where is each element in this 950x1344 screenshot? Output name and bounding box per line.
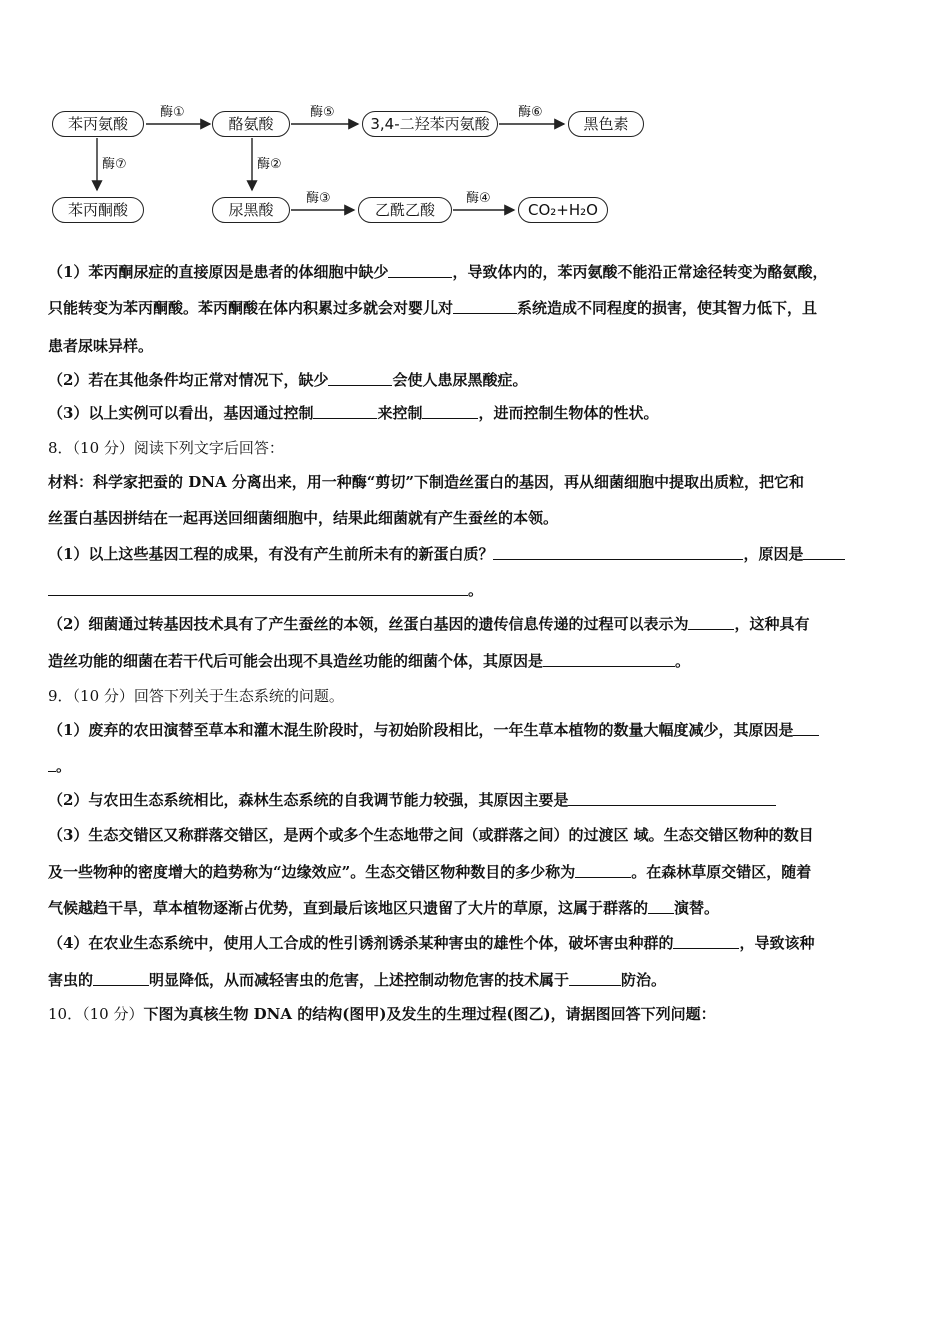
answer-blank[interactable] bbox=[48, 757, 56, 772]
answer-blank[interactable] bbox=[803, 545, 845, 560]
q8-part1-line2: 。 bbox=[48, 580, 483, 600]
node-phenylalanine: 苯丙氨酸 bbox=[52, 111, 144, 137]
answer-blank[interactable] bbox=[493, 545, 743, 560]
answer-blank[interactable] bbox=[568, 791, 776, 806]
q8-material-line1: 材料：科学家把蚕的 DNA 分离出来，用一种酶“剪切”下制造丝蛋白的基因，再从细菌细胞中提取出质粒，把它和 bbox=[48, 473, 805, 491]
q9-part3-line3: 气候越趋干旱，草本植物逐渐占优势，直到最后该地区只遗留了大片的草原，这属于群落的 演替。 bbox=[48, 899, 720, 917]
q9-part4-line2: 害虫的 明显降低，从而减轻害虫的危害，上述控制动物危害的技术属于 防治。 bbox=[48, 971, 667, 989]
node-co2-h2o: CO₂+H₂O bbox=[518, 197, 608, 223]
q8-part2-line1: （2）细菌通过转基因技术具有了产生蚕丝的本领，丝蛋白基因的遗传信息传递的过程可以表示为 ，这种具有 bbox=[48, 615, 810, 633]
answer-blank[interactable] bbox=[453, 299, 517, 314]
answer-blank[interactable] bbox=[648, 899, 674, 914]
node-tyrosine: 酪氨酸 bbox=[212, 111, 290, 137]
answer-blank[interactable] bbox=[793, 721, 819, 736]
q9-heading: 9．（10 分）回答下列关于生态系统的问题。 bbox=[48, 687, 344, 705]
enzyme-label-5: 酶⑤ bbox=[310, 105, 335, 120]
answer-blank[interactable] bbox=[313, 404, 377, 419]
q9-part3-line2: 及一些物种的密度增大的趋势称为“边缘效应”。生态交错区物种数目的多少称为 。在森林草原交错区，随着 bbox=[48, 863, 812, 881]
answer-blank[interactable] bbox=[543, 652, 675, 667]
answer-blank[interactable] bbox=[422, 404, 478, 419]
q7-part2: （2）若在其他条件均正常对情况下，缺少 会使人患尿黑酸症。 bbox=[48, 371, 528, 389]
metabolic-pathway-diagram bbox=[48, 100, 668, 230]
enzyme-label-6: 酶⑥ bbox=[518, 105, 543, 120]
node-homogentisic-acid: 尿黑酸 bbox=[212, 197, 290, 223]
answer-blank[interactable] bbox=[388, 263, 452, 278]
q8-part1-line1: （1）以上这些基因工程的成果，有没有产生前所未有的新蛋白质？ ，原因是 bbox=[48, 544, 845, 564]
enzyme-label-2: 酶② bbox=[257, 157, 282, 172]
q8-heading: 8．（10 分）阅读下列文字后回答： bbox=[48, 439, 284, 457]
q9-part1-line1: （1）废弃的农田演替至草本和灌木混生阶段时，与初始阶段相比，一年生草本植物的数量大幅度减少，其原因是 bbox=[48, 720, 819, 740]
q7-part1-line2: 只能转变为苯丙酮酸。苯丙酮酸在体内积累过多就会对婴儿对 系统造成不同程度的损害，使其智力低下，且 bbox=[48, 299, 818, 317]
question-number: 10．（10 分） bbox=[48, 1005, 144, 1023]
answer-blank[interactable] bbox=[569, 971, 621, 986]
q9-part4-line1: （4）在农业生态系统中，使用人工合成的性引诱剂诱杀某种害虫的雄性个体，破坏害虫种群的 ，导致该种 bbox=[48, 934, 815, 952]
q9-part3-line1: （3）生态交错区又称群落交错区，是两个或多个生态地带之间（或群落之间）的过渡区 域。生态交错区物种的数目 bbox=[48, 826, 814, 844]
node-phenylpyruvic-acid: 苯丙酮酸 bbox=[52, 197, 144, 223]
enzyme-label-3: 酶③ bbox=[306, 191, 331, 206]
node-melanin: 黑色素 bbox=[568, 111, 644, 137]
q8-part2-line2: 造丝功能的细菌在若干代后可能会出现不具造丝功能的细菌个体，其原因是 。 bbox=[48, 652, 691, 670]
answer-blank[interactable] bbox=[328, 371, 392, 386]
enzyme-label-1: 酶① bbox=[160, 105, 185, 120]
question-number: 9．（10 分） bbox=[48, 687, 134, 705]
node-dopa: 3,4-二羟苯丙氨酸 bbox=[362, 111, 498, 137]
question-number: 8．（10 分） bbox=[48, 439, 134, 457]
q7-part1-line1: （1）苯丙酮尿症的直接原因是患者的体细胞中缺少 ，导致体内的，苯丙氨酸不能沿正常途径转变为酪氨酸， bbox=[48, 263, 828, 281]
answer-blank[interactable] bbox=[48, 581, 468, 596]
answer-blank[interactable] bbox=[673, 934, 739, 949]
q10-heading: 10．（10 分）下图为真核生物 DNA 的结构(图甲)及发生的生理过程(图乙)，请据图回答下列问题： bbox=[48, 1005, 716, 1023]
q7-part3: （3）以上实例可以看出，基因通过控制 来控制 ，进而控制生物体的性状。 bbox=[48, 404, 659, 422]
answer-blank[interactable] bbox=[93, 971, 149, 986]
q7-part1-line3: 患者尿味异样。 bbox=[48, 337, 154, 355]
node-acetoacetic-acid: 乙酰乙酸 bbox=[358, 197, 452, 223]
q9-part1-line2: 。 bbox=[48, 756, 71, 776]
enzyme-label-4: 酶④ bbox=[466, 191, 491, 206]
enzyme-label-7: 酶⑦ bbox=[102, 157, 127, 172]
answer-blank[interactable] bbox=[688, 615, 734, 630]
q8-material-line2: 丝蛋白基因拼结在一起再送回细菌细胞中，结果此细菌就有产生蚕丝的本领。 bbox=[48, 509, 559, 527]
answer-blank[interactable] bbox=[575, 863, 631, 878]
q9-part2: （2）与农田生态系统相比，森林生态系统的自我调节能力较强，其原因主要是 bbox=[48, 790, 776, 810]
